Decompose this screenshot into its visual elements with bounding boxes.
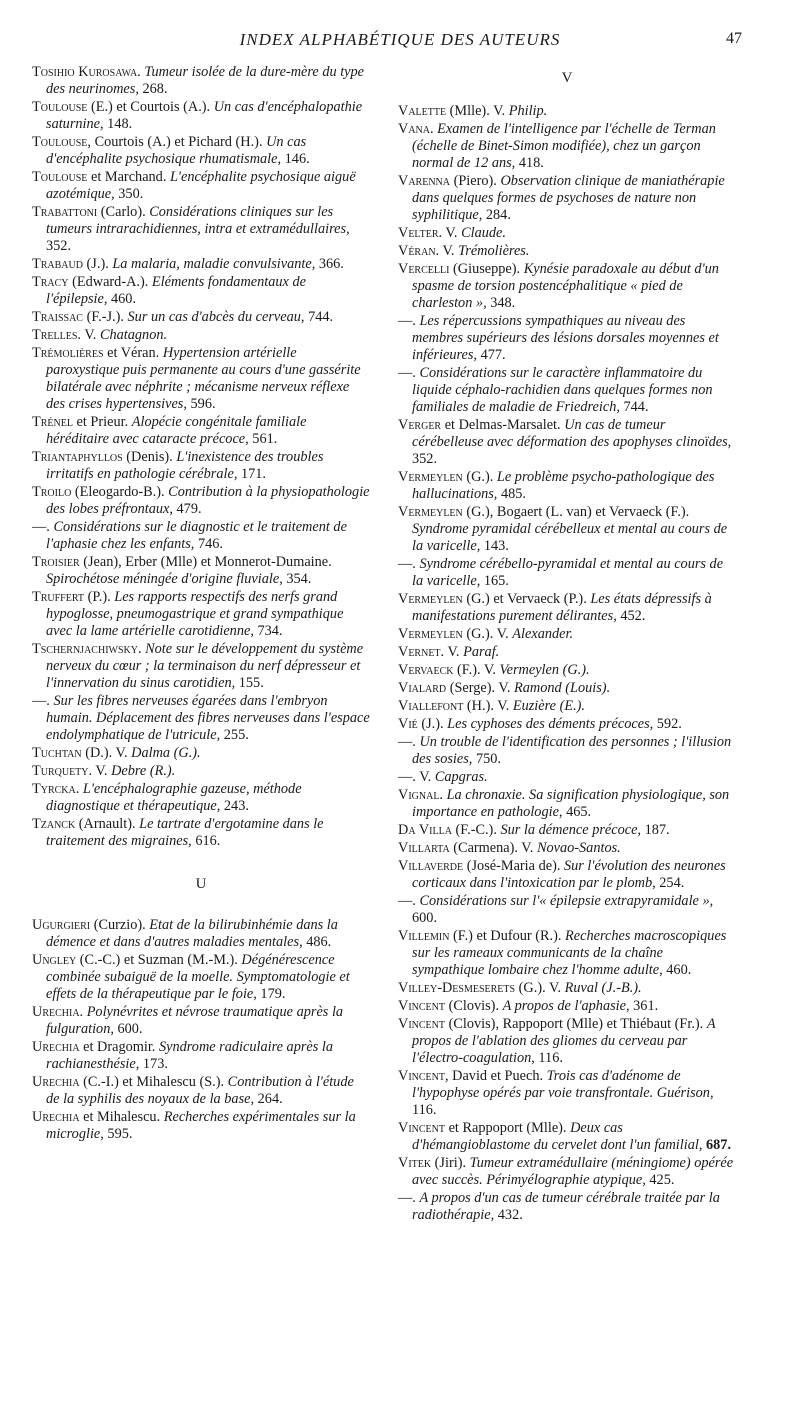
index-entry [398, 734, 736, 768]
entry-author: —. [398, 769, 416, 785]
index-entry [398, 840, 736, 857]
entry-title: Contribution à la physiopathologie des lobes préfrontaux, [46, 484, 370, 517]
entry-page-ref: 179. [260, 986, 286, 1002]
entry-details: et Prieur. [76, 414, 129, 430]
entry-author: Ugurgieri [32, 917, 91, 933]
entry-page-ref: 477. [480, 347, 506, 363]
entry-title: Eléments fondamentaux de l'épilepsie, [46, 274, 306, 307]
entry-title: L'encéphalite psychosique aiguë azotémique, [46, 169, 356, 202]
index-entry [398, 822, 736, 839]
entry-author: Vana. [398, 121, 434, 137]
entry-title: Paraf. [463, 644, 500, 660]
entry-page-ref: 465. [566, 804, 592, 820]
entry-page-ref: 352. [46, 238, 72, 254]
entry-author: Vialard [398, 680, 447, 696]
entry-author: Vermeylen [398, 469, 463, 485]
entry-page-ref: 366. [318, 256, 344, 272]
entry-author: Vernet. [398, 644, 445, 660]
entry-author: Viallefont [398, 698, 464, 714]
entry-title: Etat de la bilirubinhémie dans la démence et dans d'autres maladies mentales, [46, 917, 338, 950]
entry-page-ref: 352. [412, 451, 438, 467]
entry-details: David et Puech. [452, 1068, 544, 1084]
entry-details: (José-Maria de). [466, 858, 561, 874]
entry-details: (Clovis), Rappoport (Mlle) et Thiébaut (Fr.). [448, 1016, 704, 1032]
entry-details: (Arnault). [78, 816, 136, 832]
entry-title: Les états dépressifs à manifestations purement délirantes, [412, 591, 712, 624]
entry-author: Trelles. [32, 327, 81, 343]
entry-title: Vermeylen (G.). [499, 662, 590, 678]
entry-title: Les cyphoses des déments précoces, [447, 716, 654, 732]
entry-author: Villemin [398, 928, 450, 944]
index-entry [398, 787, 736, 821]
entry-page-ref: 744. [623, 399, 649, 415]
section-letter-u: U [195, 876, 207, 892]
entry-page-ref: 173. [142, 1056, 168, 1072]
entry-author: Trénel [32, 414, 73, 430]
entry-author: Valette [398, 103, 447, 119]
entry-details: (F.-C.). [455, 822, 497, 838]
index-entry [32, 1004, 370, 1038]
entry-title: Trois cas d'adénome de l'hypophyse opérés par voie transfrontale. Guérison, [412, 1068, 714, 1101]
entry-author: Toulouse [32, 99, 88, 115]
entry-details: (Mlle). V. [449, 103, 506, 119]
entry-page-ref: 354. [286, 571, 312, 587]
entry-author: Verger [398, 417, 442, 433]
entry-title: Kynésie paradoxale au début d'un spasme de torsion postencéphalitique « pied de charleston », [412, 261, 719, 311]
entry-title: Dégénérescence combinée subaiguë de la moelle. Symptomatologie et effets de la thérapeutique par le foie, [46, 952, 350, 1002]
entry-page-ref: 600. [117, 1021, 143, 1037]
entry-title: Debre (R.). [111, 763, 176, 779]
entry-details: (E.) et Courtois (A.). [90, 99, 211, 115]
entry-details: V. [442, 243, 455, 259]
entry-details: V. [445, 225, 458, 241]
entry-details: et Marchand. [90, 169, 167, 185]
entry-page-ref: 595. [107, 1126, 133, 1142]
index-entry [398, 1120, 736, 1154]
entry-page-ref: 418. [518, 155, 544, 171]
entry-author: —. [398, 1190, 416, 1206]
entry-page-ref: 486. [306, 934, 332, 950]
index-entry [398, 1155, 736, 1189]
entry-title: Considérations sur le diagnostic et le traitement de l'aphasie chez les enfants, [46, 519, 347, 552]
entry-author: Vincent [398, 998, 445, 1014]
entry-title: Considérations cliniques sur les tumeurs intrarachidiennes, intra et extramédullaires, [46, 204, 350, 237]
entry-details: (Denis). [126, 449, 173, 465]
entry-page-ref: 432. [497, 1207, 523, 1223]
entry-details: et Rappoport (Mlle). [448, 1120, 567, 1136]
entry-author: Troisier [32, 554, 80, 570]
entry-page-ref: 284. [485, 207, 511, 223]
entry-author: Vincent, [398, 1068, 449, 1084]
entry-page-ref: 452. [620, 608, 646, 624]
entry-details: (P.). [87, 589, 111, 605]
entry-page-ref: 734. [257, 623, 283, 639]
entry-details: (C.-I.) et Mihalescu (S.). [83, 1074, 225, 1090]
entry-author: Véran. [398, 243, 440, 259]
index-entry [32, 1074, 370, 1108]
entry-title: La chronaxie. Sa signification physiologique, son importance en pathologie, [412, 787, 730, 820]
index-entry [398, 261, 736, 312]
index-entry [32, 745, 370, 762]
index-entry [398, 243, 736, 260]
entry-page-ref: 460. [666, 962, 692, 978]
entry-author: Troilo [32, 484, 72, 500]
page-number: 47 [726, 30, 742, 47]
entry-author: Urechia [32, 1039, 80, 1055]
index-entry [32, 274, 370, 308]
entry-title: Observation clinique de maniathérapie dans quelques formes de psychoses de nature non syphilitique, [412, 173, 725, 223]
entry-title: Deux cas d'hémangioblastome du cervelet dont l'un familial, [412, 1120, 703, 1153]
entry-details: (H.). V. [466, 698, 510, 714]
index-entry [32, 641, 370, 692]
entry-title: Recherches macroscopiques sur les rameaux communicants de la chaîne sympathique lombaire chez l'homme adulte, [412, 928, 727, 978]
entry-title: A propos de l'aphasie, [502, 998, 630, 1014]
index-entry [398, 698, 736, 715]
index-entry [398, 313, 736, 364]
entry-title: La malaria, maladie convulsivante, [112, 256, 316, 272]
entry-title: Spirochétose méningée d'origine fluviale, [46, 571, 283, 587]
index-entry [32, 693, 370, 744]
entry-details: Courtois (A.) et Pichard (H.). [94, 134, 263, 150]
entry-details: (Edward-A.). [72, 274, 149, 290]
entry-details: (Clovis). [448, 998, 500, 1014]
entry-author: Tzanck [32, 816, 76, 832]
entry-title: Ruval (J.-B.). [564, 980, 642, 996]
index-entry [398, 716, 736, 733]
index-entry [32, 519, 370, 553]
index-entry [32, 169, 370, 203]
entry-page-ref: 350. [118, 186, 144, 202]
entry-title: Ramond (Louis). [514, 680, 611, 696]
entry-author: Varenna [398, 173, 450, 189]
index-entry [398, 644, 736, 661]
entry-page-ref: 596. [190, 396, 216, 412]
entry-author: Urechia. [32, 1004, 84, 1020]
index-entry [398, 469, 736, 503]
entry-page-ref: 600. [412, 910, 438, 926]
index-entry [32, 1039, 370, 1073]
index-entry [398, 173, 736, 224]
entry-author: Triantaphyllos [32, 449, 123, 465]
entry-title: Tumeur isolée de la dure-mère du type des neurinomes, [46, 64, 365, 97]
entry-details: et Mihalescu. [83, 1109, 161, 1125]
entry-title: Un cas d'encéphalite psychosique rhumatismale, [46, 134, 307, 167]
entry-author: Vermeylen [398, 626, 463, 642]
entry-title: L'inexistence des troubles irritatifs en pathologie cérébrale, [46, 449, 324, 482]
entry-title: Trémolières. [458, 243, 530, 259]
index-entry [32, 414, 370, 448]
page-header [0, 30, 800, 54]
entry-page-ref: 187. [644, 822, 670, 838]
index-entry [398, 626, 736, 643]
entry-page-ref: 750. [475, 751, 501, 767]
index-entry [398, 103, 736, 120]
index-entry [32, 99, 370, 133]
index-entry [398, 1016, 736, 1067]
entry-title: Les répercussions sympathiques au niveau des membres supérieurs des lésions dorsales moyennes et inférieures, [412, 313, 719, 363]
entry-title: Euzière (E.). [512, 698, 585, 714]
entry-details: (Serge). V. [449, 680, 511, 696]
entry-details: et Véran. [107, 345, 160, 361]
entry-details: (F.). V. [457, 662, 496, 678]
index-entry [32, 554, 370, 588]
entry-author: —. [398, 365, 416, 381]
entry-author: Vincent [398, 1016, 445, 1032]
index-entry [32, 256, 370, 273]
entry-details: (Jean), Erber (Mlle) et Monnerot-Dumaine. [83, 554, 332, 570]
entry-author: —. [398, 893, 416, 909]
entry-title: Considérations sur le caractère inflammatoire du liquide céphalo-rachidien dans quelques formes non familiales de maladie de Friedreich, [412, 365, 713, 415]
entry-details: (F.) et Dufour (R.). [453, 928, 562, 944]
index-entry [32, 309, 370, 326]
entry-author: Trabaud [32, 256, 83, 272]
entry-author: Villey-Desmeserets [398, 980, 516, 996]
entry-details: (G.). V. [466, 626, 509, 642]
entry-title: Syndrome radiculaire après la rachianesthésie, [46, 1039, 334, 1072]
entry-details: (F.-J.). [86, 309, 124, 325]
index-entry [32, 449, 370, 483]
entry-details: (G.). [466, 469, 494, 485]
entry-title: Un cas de tumeur cérébelleuse avec déformation des apophyses clinoïdes, [412, 417, 732, 450]
entry-details: (Carlo). [100, 204, 146, 220]
entry-title: Hypertension artérielle paroxystique puis permanente au cours d'une gassérite bilatérale avec néphrite ; mécanisme nerveux réflexe des crises hypertensives, [46, 345, 361, 412]
entry-title: Tumeur extramédullaire (méningiome) opérée avec succès. Périmyélographie atypique, [412, 1155, 734, 1188]
entry-title: Un cas d'encéphalopathie saturnine, [46, 99, 363, 132]
entry-title: Philip. [508, 103, 548, 119]
entry-author: Velter. [398, 225, 443, 241]
entry-details: V. [84, 327, 97, 343]
entry-page-ref: 348. [490, 295, 516, 311]
entry-page-ref: 744. [308, 309, 334, 325]
entry-author: Tschernjachiwsky. [32, 641, 142, 657]
entry-page-ref: 460. [111, 291, 137, 307]
entry-page-ref: 592. [656, 716, 682, 732]
entry-author: Vervaeck [398, 662, 454, 678]
index-entry [398, 662, 736, 679]
entry-page-ref: 165. [483, 573, 509, 589]
entry-title: Examen de l'intelligence par l'échelle de Terman (échelle de Binet-Simon modifiée), chez un garçon normal de 12 ans, [412, 121, 716, 171]
index-entry [32, 484, 370, 518]
entry-author: Tosihio Kurosawa. [32, 64, 141, 80]
entry-page-ref: 148. [107, 116, 133, 132]
index-entry [398, 121, 736, 172]
index-entry [398, 928, 736, 979]
index-entry [32, 952, 370, 1003]
entry-details: (Giuseppe). [453, 261, 521, 277]
entry-page-ref: 155. [238, 675, 264, 691]
entry-title: A propos d'un cas de tumeur cérébrale traitée par la radiothérapie, [412, 1190, 720, 1223]
entry-author: Vercelli [398, 261, 450, 277]
entry-author: Toulouse, [32, 134, 91, 150]
entry-author: Trabattoni [32, 204, 98, 220]
entry-author: Vermeylen [398, 591, 463, 607]
entry-page-ref: 687. [706, 1137, 732, 1153]
entry-page-ref: 479. [176, 501, 202, 517]
entry-author: Vitek [398, 1155, 432, 1171]
index-entry [398, 980, 736, 997]
entry-title: Contribution à l'étude de la syphilis des noyaux de la base, [46, 1074, 354, 1107]
entry-author: Truffert [32, 589, 85, 605]
entry-details: (G.), Bogaert (L. van) et Vervaeck (F.). [466, 504, 690, 520]
entry-page-ref: 255. [223, 727, 249, 743]
entry-author: Tracy [32, 274, 69, 290]
index-entry [32, 816, 370, 850]
entry-author: Vermeylen [398, 504, 463, 520]
entry-title: Syndrome pyramidal cérébelleux et mental au cours de la varicelle, [412, 521, 728, 554]
entry-title: L'encéphalographie gazeuse, méthode diagnostique et thérapeutique, [46, 781, 302, 814]
entry-title: Novao-Santos. [536, 840, 621, 856]
index-entry [32, 781, 370, 815]
entry-page-ref: 243. [223, 798, 249, 814]
entry-details: (G.). V. [518, 980, 562, 996]
entry-title: Sur un cas d'abcès du cerveau, [127, 309, 305, 325]
entry-page-ref: 146. [284, 151, 310, 167]
entry-details: (Carmena). V. [453, 840, 534, 856]
entry-page-ref: 254. [659, 875, 685, 891]
entry-details: et Dragomir. [83, 1039, 156, 1055]
index-entry [398, 858, 736, 892]
entry-title: Alopécie congénitale familiale héréditaire avec cataracte précoce, [46, 414, 307, 447]
entry-details: (C.-C.) et Suzman (M.-M.). [79, 952, 238, 968]
index-entry [398, 365, 736, 416]
entry-title: Chatagnon. [99, 327, 168, 343]
entry-title: Capgras. [434, 769, 488, 785]
entry-details: et Delmas-Marsalet. [444, 417, 561, 433]
entry-author: Villarta [398, 840, 450, 856]
entry-author: —. [398, 734, 416, 750]
entry-page-ref: 268. [142, 81, 168, 97]
index-entry [398, 556, 736, 590]
entry-title: Sur l'évolution des neurones corticaux dans l'intoxication par le plomb, [412, 858, 726, 891]
index-entry [398, 769, 736, 786]
entry-details: V. [419, 769, 432, 785]
entry-title: Un trouble de l'identification des personnes ; l'illusion des sosies, [412, 734, 732, 767]
entry-author: Turquety. [32, 763, 93, 779]
entry-page-ref: 361. [633, 998, 659, 1014]
entry-page-ref: 116. [412, 1102, 437, 1118]
entry-details: V. [95, 763, 108, 779]
index-entry [398, 504, 736, 555]
entry-page-ref: 746. [197, 536, 223, 552]
entry-author: Da Villa [398, 822, 452, 838]
index-entry [398, 680, 736, 697]
index-entry [32, 327, 370, 344]
entry-page-ref: 116. [538, 1050, 563, 1066]
entry-author: Tuchtan [32, 745, 82, 761]
entry-author: Trémolières [32, 345, 104, 361]
entry-details: (J.). [86, 256, 109, 272]
entry-page-ref: 485. [500, 486, 526, 502]
entry-title: Polynévrites et névrose traumatique après la fulguration, [46, 1004, 344, 1037]
index-entry [32, 917, 370, 951]
entry-author: Tyrcka. [32, 781, 80, 797]
index-entry [398, 893, 736, 927]
index-entry [32, 589, 370, 640]
index-entry [398, 1068, 736, 1119]
index-entry [32, 1109, 370, 1143]
index-entry [32, 64, 370, 98]
entry-title: Note sur le développement du système nerveux du cœur ; la terminaison du nerf dépresseur et l'innervation du sinus carotidien, [46, 641, 364, 691]
entry-title: Sur la démence précoce, [500, 822, 642, 838]
index-entry [32, 763, 370, 780]
entries-u [32, 917, 370, 1143]
entry-page-ref: 264. [257, 1091, 283, 1107]
index-entry [398, 417, 736, 468]
entry-author: Vié [398, 716, 418, 732]
entry-details: (D.). V. [85, 745, 128, 761]
entry-author: Toulouse [32, 169, 88, 185]
entries-t [32, 64, 370, 850]
entry-title: Le problème psycho-pathologique des hallucinations, [412, 469, 715, 502]
entry-author: Ungley [32, 952, 77, 968]
entry-details: (G.) et Vervaeck (P.). [466, 591, 587, 607]
entry-author: —. [398, 313, 416, 329]
entry-title: Claude. [461, 225, 506, 241]
left-column [32, 64, 370, 1144]
entry-title: Alexander. [512, 626, 574, 642]
entry-details: V. [447, 644, 460, 660]
right-column [398, 70, 736, 1225]
entry-author: Vincent [398, 1120, 445, 1136]
entry-title: Les rapports respectifs des nerfs grand hypoglosse, pneumogastrique et grand sympathique avec la lame artérielle carotidienne, [46, 589, 344, 639]
index-entry [32, 134, 370, 168]
entry-title: Recherches expérimentales sur la microglie, [46, 1109, 356, 1142]
entry-page-ref: 143. [483, 538, 509, 554]
entry-title: Le tartrate d'ergotamine dans le traitement des migraines, [46, 816, 324, 849]
index-entry [398, 591, 736, 625]
entry-title: Syndrome cérébello-pyramidal et mental au cours de la varicelle, [412, 556, 724, 589]
entry-details: (J.). [421, 716, 444, 732]
entry-author: Vignal. [398, 787, 444, 803]
entry-author: —. [32, 519, 50, 535]
entry-details: (Jiri). [434, 1155, 467, 1171]
entry-author: —. [398, 556, 416, 572]
entry-details: (Eleogardo-B.). [74, 484, 165, 500]
index-entry [32, 204, 370, 255]
entry-author: Traissac [32, 309, 83, 325]
entry-title: A propos de l'ablation des gliomes du cerveau par l'électro-coagulation, [412, 1016, 716, 1066]
index-entry [398, 998, 736, 1015]
index-entry [32, 345, 370, 413]
entry-details: (Piero). [453, 173, 497, 189]
entry-title: Sur les fibres nerveuses égarées dans l'embryon humain. Déplacement des fibres nerveuses dans l'espace endolymphatique de l'utricule, [46, 693, 370, 743]
entry-author: Urechia [32, 1109, 80, 1125]
entry-page-ref: 425. [649, 1172, 675, 1188]
entries-v [398, 103, 736, 1224]
entry-author: Urechia [32, 1074, 80, 1090]
running-title: INDEX ALPHABÉTIQUE DES AUTEURS [239, 30, 561, 49]
entry-page-ref: 561. [252, 431, 278, 447]
entry-author: Villaverde [398, 858, 464, 874]
section-letter-v: V [561, 70, 573, 86]
entry-page-ref: 616. [195, 833, 221, 849]
entry-details: (Curzio). [93, 917, 146, 933]
entry-title: Dalma (G.). [131, 745, 201, 761]
entry-page-ref: 171. [240, 466, 267, 482]
entry-author: —. [32, 693, 50, 709]
index-entry [398, 1190, 736, 1224]
entry-title: Considérations sur l'« épilepsie extrapyramidale », [419, 893, 714, 909]
index-entry [398, 225, 736, 242]
